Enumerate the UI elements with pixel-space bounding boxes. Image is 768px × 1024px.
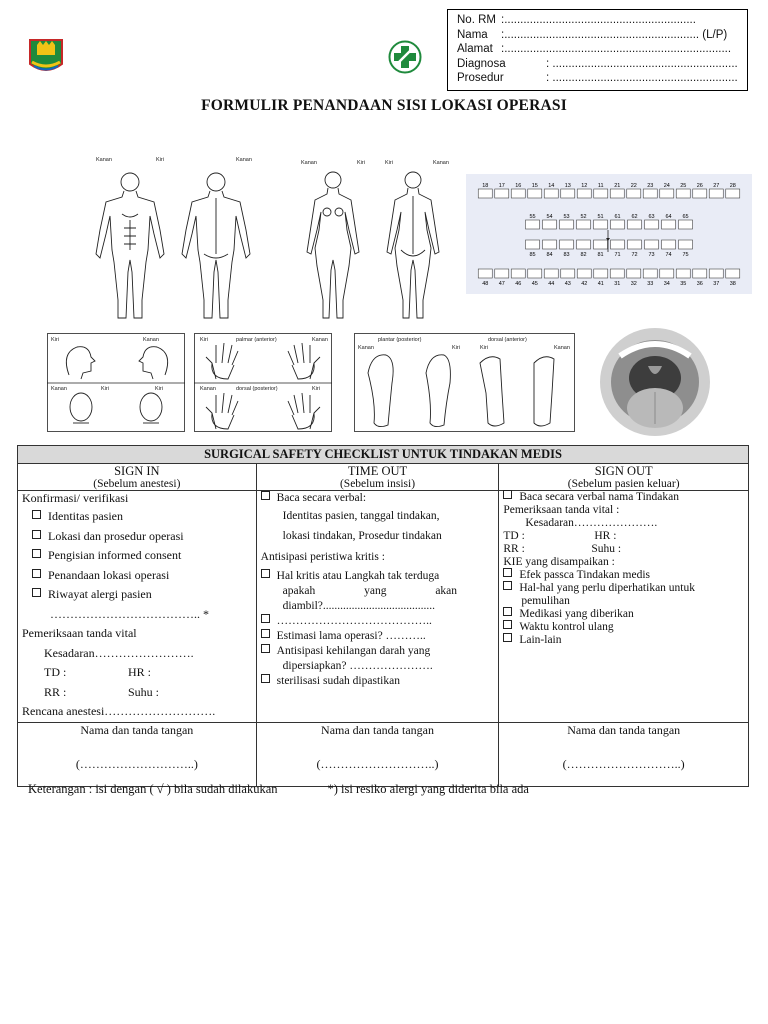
tooth-number: 53 bbox=[563, 214, 570, 220]
tooth-number: 37 bbox=[713, 281, 720, 287]
tooth-24[interactable] bbox=[660, 189, 674, 198]
sign-in-signature[interactable]: Nama dan tanda tangan (………………………..) bbox=[18, 722, 257, 786]
checkbox[interactable] bbox=[261, 629, 270, 638]
tooth-number: 14 bbox=[548, 183, 555, 189]
tooth-number: 73 bbox=[648, 252, 655, 258]
tooth-38[interactable] bbox=[726, 269, 740, 278]
tooth-41[interactable] bbox=[594, 269, 608, 278]
label-dorsal-hand: dorsal (posterior) bbox=[236, 386, 278, 392]
tooth-number: 64 bbox=[665, 214, 672, 220]
tooth-48[interactable] bbox=[478, 269, 492, 278]
label-kanan: Kanan bbox=[312, 337, 328, 343]
tooth-65[interactable] bbox=[679, 220, 693, 229]
tooth-number: 23 bbox=[647, 183, 654, 189]
label-kanan: Kanan bbox=[236, 157, 252, 163]
tooth-63[interactable] bbox=[645, 220, 659, 229]
tooth-number: 18 bbox=[482, 183, 489, 189]
rr-field[interactable]: RR : bbox=[44, 684, 67, 699]
checkbox[interactable] bbox=[261, 491, 270, 500]
checklist-caption: SURGICAL SAFETY CHECKLIST UNTUK TINDAKAN MEDIS bbox=[18, 446, 749, 464]
tooth-71[interactable] bbox=[611, 240, 625, 249]
tooth-number: 65 bbox=[682, 214, 689, 220]
tooth-number: 45 bbox=[531, 281, 538, 287]
sign-in-item[interactable]: Riwayat alergi pasien bbox=[22, 585, 252, 605]
sign-out-signature[interactable]: Nama dan tanda tangan (………………………..) bbox=[499, 722, 749, 786]
note-left: Keterangan : isi dengan ( √ ) bila sudah dilakukan bbox=[28, 782, 278, 796]
checkbox[interactable] bbox=[503, 490, 512, 499]
time-out-header: TIME OUT (Sebelum insisi) bbox=[256, 464, 499, 491]
tooth-31[interactable] bbox=[610, 269, 624, 278]
sign-out-item[interactable]: Baca secara verbal nama Tindakan bbox=[503, 491, 744, 504]
tooth-85[interactable] bbox=[526, 240, 540, 249]
hr-field[interactable]: HR : bbox=[594, 530, 617, 542]
tooth-37[interactable] bbox=[709, 269, 723, 278]
tooth-number: 82 bbox=[580, 252, 587, 258]
label-kiri: Kiri bbox=[156, 157, 164, 163]
tooth-72[interactable] bbox=[628, 240, 642, 249]
sign-in-item[interactable]: Penandaan lokasi operasi bbox=[22, 566, 252, 586]
checkbox[interactable] bbox=[261, 614, 270, 623]
hr-field[interactable]: HR : bbox=[128, 665, 152, 679]
label-kiri: Kiri bbox=[51, 337, 59, 343]
label-dorsal-foot: dorsal (anterior) bbox=[488, 337, 527, 343]
tooth-number: 12 bbox=[581, 183, 588, 189]
sign-out-item[interactable]: Waktu kontrol ulang bbox=[503, 621, 744, 634]
tooth-number: 32 bbox=[630, 281, 637, 287]
label-kanan: Kanan bbox=[200, 386, 216, 392]
diagnosa-field[interactable]: : .......................................................... bbox=[546, 57, 738, 70]
anestesi-field[interactable]: Rencana anestesi………………………. bbox=[22, 704, 216, 718]
tooth-74[interactable] bbox=[662, 240, 676, 249]
tooth-number: 31 bbox=[614, 281, 621, 287]
tooth-26[interactable] bbox=[693, 189, 707, 198]
tooth-number: 52 bbox=[580, 214, 587, 220]
tooth-number: 51 bbox=[597, 214, 604, 220]
tooth-number: 44 bbox=[548, 281, 555, 287]
tooth-11[interactable] bbox=[594, 189, 608, 198]
tooth-45[interactable] bbox=[528, 269, 542, 278]
checkbox[interactable] bbox=[503, 633, 512, 642]
tooth-35[interactable] bbox=[676, 269, 690, 278]
tooth-16[interactable] bbox=[511, 189, 525, 198]
rr-field[interactable]: RR : bbox=[503, 543, 525, 555]
checkbox[interactable] bbox=[32, 530, 41, 539]
tooth-number: 55 bbox=[529, 214, 536, 220]
td-field[interactable]: TD : bbox=[44, 665, 67, 679]
tooth-33[interactable] bbox=[643, 269, 657, 278]
nama-field[interactable]: :............................................................. (L/P) bbox=[501, 28, 728, 41]
tooth-number: 62 bbox=[631, 214, 638, 220]
tooth-75[interactable] bbox=[679, 240, 693, 249]
tooth-number: 42 bbox=[581, 281, 588, 287]
checkbox[interactable] bbox=[32, 510, 41, 519]
checkbox[interactable] bbox=[503, 607, 512, 616]
tooth-22[interactable] bbox=[627, 189, 641, 198]
tooth-13[interactable] bbox=[561, 189, 575, 198]
time-out-item[interactable]: Hal kritis atau Langkah tak terduga bbox=[261, 569, 495, 584]
prosedur-row: Prosedur : .......................................................... bbox=[457, 72, 738, 85]
note-right: *) isi resiko alergi yang diderita bila ada bbox=[327, 782, 529, 796]
footnote bbox=[28, 782, 529, 797]
city-emblem-logo bbox=[26, 36, 66, 76]
tooth-number: 38 bbox=[729, 281, 736, 287]
tooth-number: 75 bbox=[682, 252, 689, 258]
tooth-number: 34 bbox=[663, 281, 670, 287]
suhu-field[interactable]: Suhu : bbox=[591, 543, 622, 555]
suhu-field[interactable]: Suhu : bbox=[128, 684, 160, 699]
tooth-43[interactable] bbox=[561, 269, 575, 278]
tooth-61[interactable] bbox=[611, 220, 625, 229]
sign-out-column: Baca secara verbal nama Tindakan Pemeriksaan tanda vital : Kesadaran…………………. TD : HR : RR : Suhu : KIE yang disampaikan : Efek passca Tindakan medis Hal-hal yang perlu diperhatikan untuk pemulihan Medikasi yang diberikan Waktu kontrol ulang Lain-lain bbox=[499, 491, 749, 723]
tooth-number: 13 bbox=[564, 183, 571, 189]
time-out-column: Baca secara verbal: Identitas pasien, tanggal tindakan, lokasi tindakan, Prosedur tindakan Antisipasi peristiwa kritis : Hal kritis atau Langkah tak terduga apakah yang akan diambil?....................................... ………………………………….. Estimasi lama operasi? ……….. Antisipasi kehilangan darah yang dipersiapkan? …………………. sterilisasi sudah dipastikan bbox=[256, 491, 499, 723]
health-cross-logo bbox=[388, 40, 422, 74]
foot-diagram[interactable] bbox=[354, 333, 575, 432]
tooth-15[interactable] bbox=[528, 189, 542, 198]
page-title: FORMULIR PENANDAAN SISI LOKASI OPERASI bbox=[201, 97, 567, 114]
tooth-82[interactable] bbox=[577, 240, 591, 249]
checkbox[interactable] bbox=[503, 581, 512, 590]
kesadaran-field[interactable]: Kesadaran……………………. bbox=[44, 645, 194, 660]
tooth-44[interactable] bbox=[544, 269, 558, 278]
tooth-18[interactable] bbox=[478, 189, 492, 198]
nama-row: Nama :............................................................. (L/P) bbox=[457, 28, 728, 41]
tooth-27[interactable] bbox=[709, 189, 723, 198]
surgical-safety-checklist bbox=[17, 445, 749, 787]
tooth-number: 74 bbox=[665, 252, 672, 258]
tooth-number: 36 bbox=[696, 281, 703, 287]
time-out-item[interactable]: Antisipasi kehilangan darah yang bbox=[261, 644, 495, 659]
tooth-number: 81 bbox=[597, 252, 604, 258]
checkbox[interactable] bbox=[261, 569, 270, 578]
tooth-number: 21 bbox=[614, 183, 621, 189]
tooth-47[interactable] bbox=[495, 269, 509, 278]
label-kanan: Kanan bbox=[433, 160, 449, 166]
tooth-number: 54 bbox=[546, 214, 553, 220]
tooth-12[interactable] bbox=[577, 189, 591, 198]
label-kanan: Kanan bbox=[51, 386, 67, 392]
label-kanan: Kanan bbox=[96, 157, 112, 163]
tooth-28[interactable] bbox=[726, 189, 740, 198]
tooth-number: 17 bbox=[498, 183, 505, 189]
tooth-32[interactable] bbox=[627, 269, 641, 278]
label-kiri: Kiri bbox=[357, 160, 365, 166]
tooth-number: 63 bbox=[648, 214, 655, 220]
tooth-23[interactable] bbox=[643, 189, 657, 198]
male-front-figure bbox=[96, 173, 164, 318]
oral-cavity-diagram[interactable] bbox=[598, 326, 712, 438]
alamat-row: Alamat :....................................................................... bbox=[457, 43, 732, 56]
tooth-number: 28 bbox=[729, 183, 736, 189]
tooth-number: 24 bbox=[663, 183, 670, 189]
head-diagram[interactable] bbox=[47, 333, 185, 432]
male-back-figure bbox=[182, 173, 250, 318]
sign-in-column: Konfirmasi/ verifikasi Identitas pasien Lokasi dan prosedur operasi Pengisian informed consent Penandaan lokasi operasi Riwayat alergi pasien ……………………………….. * Pemeriksaan tanda vital Kesadaran……………………. TD : HR : RR : Suhu : Rencana anestesi………………………. bbox=[18, 491, 257, 723]
tooth-46[interactable] bbox=[511, 269, 525, 278]
sign-out-header: SIGN OUT (Sebelum pasien keluar) bbox=[499, 464, 749, 491]
tooth-73[interactable] bbox=[645, 240, 659, 249]
label-kiri: Kiri bbox=[101, 386, 109, 392]
checkbox[interactable] bbox=[32, 549, 41, 558]
tooth-number: 83 bbox=[563, 252, 570, 258]
time-out-item[interactable]: Baca secara verbal: bbox=[261, 491, 495, 506]
tooth-25[interactable] bbox=[676, 189, 690, 198]
sign-in-item[interactable]: Identitas pasien bbox=[22, 507, 252, 527]
tooth-number: 35 bbox=[680, 281, 687, 287]
label-kanan: Kanan bbox=[554, 345, 570, 351]
patient-identity-box bbox=[447, 9, 748, 91]
tooth-83[interactable] bbox=[560, 240, 574, 249]
tooth-number: 33 bbox=[647, 281, 654, 287]
tooth-81[interactable] bbox=[594, 240, 608, 249]
tooth-number: 41 bbox=[597, 281, 604, 287]
tooth-number: 72 bbox=[631, 252, 638, 258]
tooth-number: 47 bbox=[498, 281, 505, 287]
tooth-number: 48 bbox=[482, 281, 489, 287]
hand-diagram[interactable] bbox=[194, 333, 332, 432]
tooth-number: 43 bbox=[564, 281, 571, 287]
rm-row: No. RM :............................................................ bbox=[457, 14, 696, 26]
tooth-number: 85 bbox=[529, 252, 536, 258]
checkbox[interactable] bbox=[261, 674, 270, 683]
tooth-64[interactable] bbox=[662, 220, 676, 229]
label-palmar: palmar (anterior) bbox=[236, 337, 277, 343]
tooth-number: 16 bbox=[515, 183, 522, 189]
tooth-number: 71 bbox=[614, 252, 621, 258]
diagnosa-row: Diagnosa : .......................................................... bbox=[457, 57, 738, 70]
label-kanan: Kanan bbox=[358, 345, 374, 351]
label-kanan: Kanan bbox=[143, 337, 159, 343]
sign-in-item[interactable]: Lokasi dan prosedur operasi bbox=[22, 527, 252, 547]
tooth-14[interactable] bbox=[544, 189, 558, 198]
tooth-number: 84 bbox=[546, 252, 553, 258]
tooth-34[interactable] bbox=[660, 269, 674, 278]
dental-chart[interactable] bbox=[466, 174, 752, 294]
checkbox[interactable] bbox=[32, 588, 41, 597]
prosedur-field[interactable]: : .......................................................... bbox=[546, 72, 738, 85]
tooth-54[interactable] bbox=[543, 220, 557, 229]
sign-out-item[interactable]: Efek passca Tindakan medis bbox=[503, 569, 744, 582]
time-out-item[interactable]: sterilisasi sudah dipastikan bbox=[261, 674, 495, 689]
label-kiri: Kiri bbox=[312, 386, 320, 392]
checkbox[interactable] bbox=[32, 569, 41, 578]
tooth-55[interactable] bbox=[526, 220, 540, 229]
label-kiri: Kiri bbox=[480, 345, 488, 351]
checkbox[interactable] bbox=[503, 568, 512, 577]
tooth-number: 46 bbox=[515, 281, 522, 287]
checkbox[interactable] bbox=[503, 620, 512, 629]
tooth-number: 26 bbox=[696, 183, 703, 189]
sign-in-header: SIGN IN (Sebelum anestesi) bbox=[18, 464, 257, 491]
tooth-number: 22 bbox=[630, 183, 637, 189]
label-kiri: Kiri bbox=[452, 345, 460, 351]
tooth-number: 27 bbox=[713, 183, 720, 189]
checkbox[interactable] bbox=[261, 644, 270, 653]
alamat-field[interactable]: :....................................................................... bbox=[501, 43, 732, 56]
tooth-84[interactable] bbox=[543, 240, 557, 249]
tooth-number: 61 bbox=[614, 214, 621, 220]
sign-in-item[interactable]: Pengisian informed consent bbox=[22, 546, 252, 566]
sign-out-item[interactable]: Hal-hal yang perlu diperhatikan untuk bbox=[503, 582, 744, 595]
sign-out-item[interactable]: Lain-lain bbox=[503, 634, 744, 647]
tooth-21[interactable] bbox=[610, 189, 624, 198]
tooth-42[interactable] bbox=[577, 269, 591, 278]
tooth-number: 15 bbox=[531, 183, 538, 189]
allergy-field[interactable]: ……………………………….. * bbox=[50, 606, 209, 621]
label-kiri: Kiri bbox=[385, 160, 393, 166]
rm-field[interactable]: :............................................................ bbox=[501, 14, 696, 26]
tooth-17[interactable] bbox=[495, 189, 509, 198]
time-out-item[interactable]: ………………………………….. bbox=[261, 614, 495, 629]
time-out-item[interactable]: Estimasi lama operasi? ……….. bbox=[261, 629, 495, 644]
female-body-diagram[interactable] bbox=[295, 150, 455, 326]
female-front-figure bbox=[307, 172, 359, 318]
tooth-51[interactable] bbox=[594, 220, 608, 229]
label-plantar: plantar (posterior) bbox=[378, 337, 422, 343]
label-kiri: Kiri bbox=[200, 337, 208, 343]
tooth-53[interactable] bbox=[560, 220, 574, 229]
tooth-52[interactable] bbox=[577, 220, 591, 229]
td-field[interactable]: TD : bbox=[503, 530, 525, 542]
label-kiri: Kiri bbox=[155, 386, 163, 392]
time-out-signature[interactable]: Nama dan tanda tangan (………………………..) bbox=[256, 722, 499, 786]
tooth-number: 11 bbox=[597, 183, 604, 189]
male-body-diagram[interactable] bbox=[88, 150, 270, 326]
female-back-figure bbox=[387, 172, 439, 318]
tooth-62[interactable] bbox=[628, 220, 642, 229]
tooth-36[interactable] bbox=[693, 269, 707, 278]
tooth-number: 25 bbox=[680, 183, 687, 189]
kesadaran-field[interactable]: Kesadaran…………………. bbox=[525, 517, 658, 529]
label-kanan: Kanan bbox=[301, 160, 317, 166]
sign-out-item[interactable]: Medikasi yang diberikan bbox=[503, 608, 744, 621]
